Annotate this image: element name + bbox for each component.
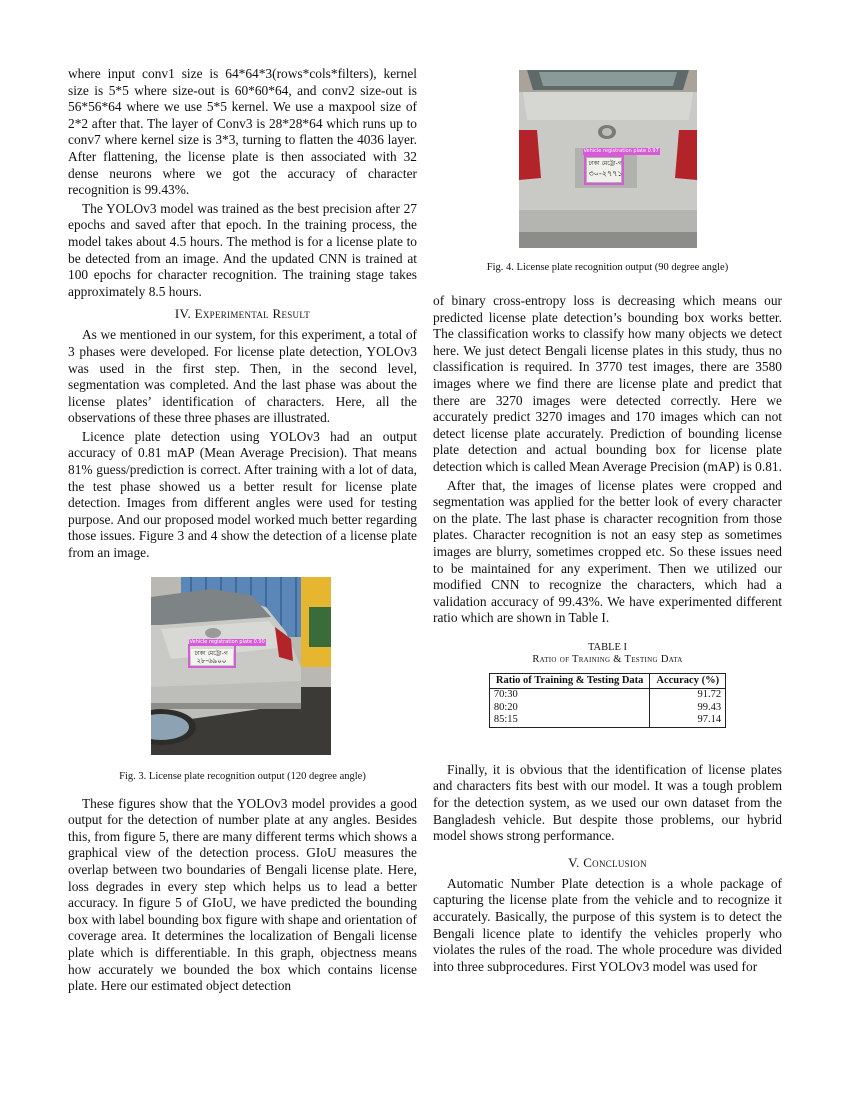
car-rear-angled-illustration	[151, 577, 331, 755]
section-heading-conclusion: V. Conclusion	[568, 854, 647, 870]
paragraph: These figures show that the YOLOv3 model provides a good output for the detection of number plate at any angles. Besides this, from figure 5, there are many different terms which shows a graphical view of the detection process. GIoU measures the overlap between two boundaries of Bengali license plate. Here, loss degrades in every step which helps us to lead a better accuracy. In figure 5 of GIoU, we have predicted the bounding box with label bounding box figure with shape and orientation of coverage area. It determines the localization of Bengali license plate which is differentiable. In this graph, objectness means how accurately we bounded the box which contains license plate. Here our estimated object detection	[68, 795, 417, 994]
car-photo-120-degree	[151, 577, 331, 755]
figure-3-caption: Fig. 3. License plate recognition output (120 degree angle)	[119, 770, 366, 782]
paragraph: Licence plate detection using YOLOv3 had an output accuracy of 0.81 mAP (Mean Average Precision). That means 81% guess/prediction is correct. After training with a lot of data, the test phase showed us a better result for license plate detection. Images from different angles were used for testing purpose. And our proposed model worked much better regarding those issues. Figure 3 and 4 show the detection of a license plate from an image.	[68, 428, 417, 561]
detection-label: Vehicle registration plate 0.90	[189, 638, 265, 645]
section-heading-experimental-result: IV. Experimental Result	[174, 306, 311, 322]
table-row	[489, 702, 725, 715]
plate-text-line1: ঢাকা মেট্রো-গ	[588, 160, 622, 167]
right-column	[433, 70, 782, 977]
paragraph: After that, the images of license plates were cropped and segmentation was applied for the better look of every character on the plate. The last phase is character recognition from those plates. Character recognition is not an easy step as sometimes images are blurry, sometimes cropped etc. So these issues need to be maintained for any experiment. Then we utilized our modified CNN to recognize the characters, which had a validation accuracy of 99.43%. We have experimented different ratio which are shown in Table I.	[433, 477, 782, 626]
paragraph: where input conv1 size is 64*64*3(rows*cols*filters), kernel size is 5*5 where size-out is 60*60*64, and conv2 size-out is 56*56*64 where we use 5*5 kernel. We use a maxpool size of 2*2 after that. The layer of Conv3 is 28*28*64 which runs up to conv7 where kernel size is 3*3, turning to flatten the 4036 layer. After flattening, the license plate is then associated with 32 dense neurons where we got the accuracy of character recognition is 99.43%.	[68, 66, 417, 198]
figure-4	[519, 70, 697, 248]
plate-text-line2: ৩০-২৭৭১	[588, 169, 623, 178]
table-title: TABLE I	[587, 641, 628, 653]
table-1	[433, 641, 782, 728]
left-column	[68, 66, 417, 997]
detection-label: Vehicle registration plate 0.97	[583, 148, 659, 154]
ratio-cell: 70:30	[489, 689, 650, 702]
paragraph: As we mentioned in our system, for this experiment, a total of 3 phases were developed. For license plate detection, YOLOv3 was used in the first step. Then, in the second level, segmentation was completed. And the last phase was about the license plates’ identification of characters. Here, all the observations of these three phases are illustrated.	[68, 327, 417, 426]
figure-3	[153, 577, 333, 755]
table-row	[489, 714, 725, 727]
accuracy-cell: 97.14	[650, 714, 726, 727]
paragraph: of binary cross-entropy loss is decreasing which means our predicted license plate detection’s bounding box works better. The classification works to classify how many objects we detect here. We just detect Bengali license plates in this study, thus no classification is required. In 3770 test images, there are 3580 images where we find there are license plate and predict that there are 3270 images were detected correctly. Here we accurately predict 3270 images and 170 images which can not detect license plate accurately. Prediction of bounding license plate detection and actual bounding box for license plate detection which is called Mean Average Precision (mAP) is 0.81.	[433, 293, 782, 474]
ratio-cell: 80:20	[489, 702, 650, 715]
car-rear-straight-illustration	[519, 70, 697, 248]
paragraph: Finally, it is obvious that the identification of license plates and characters fits best with our model. It was a tough problem for the detection system, as we used our own dataset from the Bangladesh vehicle. But despite those problems, our hybrid model shows strong performance.	[433, 761, 782, 844]
ratio-cell: 85:15	[489, 714, 650, 727]
car-photo-90-degree	[519, 70, 697, 248]
accuracy-cell: 91.72	[650, 689, 726, 702]
accuracy-cell: 99.43	[650, 702, 726, 715]
plate-text-line2: ২৮-৬৯০০	[196, 656, 227, 665]
table-row	[489, 689, 725, 702]
column-header: Ratio of Training & Testing Data	[489, 673, 650, 689]
paragraph: The YOLOv3 model was trained as the best precision after 27 epochs and saved after that epoch. In the training process, the model takes about 4.5 hours. The method is for a license plate to be detected from an image. And the updated CNN is trained at 100 epochs for character recognition. The training stage takes approximately 8.5 hours.	[68, 200, 417, 299]
plate-text-line1: ঢাকা মেট্রো-গ	[194, 649, 228, 657]
ratio-accuracy-table	[489, 673, 726, 728]
figure-4-caption: Fig. 4. License plate recognition output (90 degree angle)	[486, 262, 729, 273]
table-subtitle: Ratio of Training & Testing Data	[532, 653, 683, 665]
table-header-row	[489, 673, 725, 689]
paragraph: Automatic Number Plate detection is a whole package of capturing the license plate from the vehicle and to recognize it accurately. Basically, the purpose of this system is to detect the Bengali licence plate to identify the vehicles properly who violates the rules of the road. The whole procedure was divided into three subprocedures. First YOLOv3 model was used for	[433, 875, 782, 974]
column-header: Accuracy (%)	[650, 673, 726, 689]
